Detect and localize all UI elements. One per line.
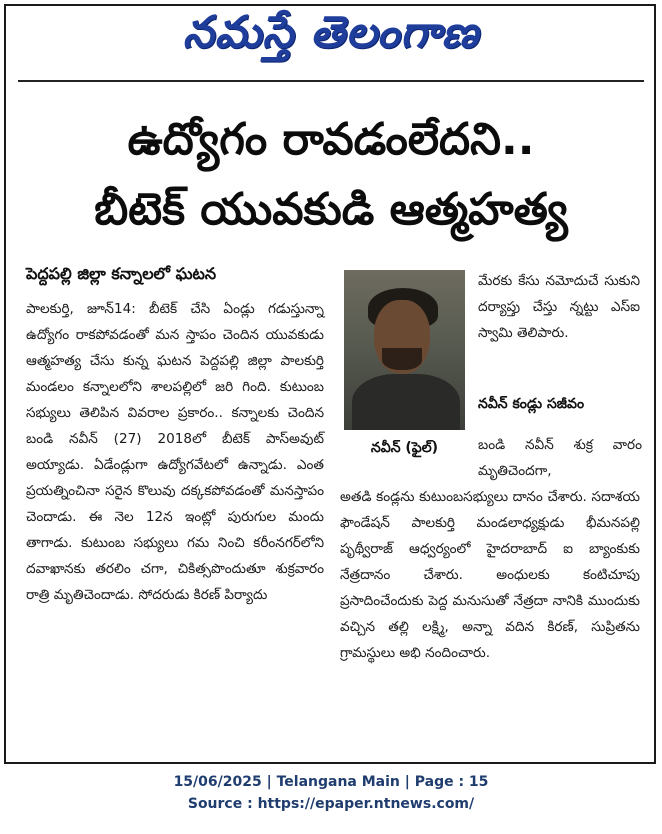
article-body-right-bottom: అతడి కండ్లను కుటుంబసభ్యులు దానం చేశారు. సదాశయ ఫౌండేషన్ పాలకుర్తి మండలాధ్యక్షుడు భీమనపల్లి పృథ్వీరాజ్ ఆధ్వర్యంలో హైదరాబాద్ ఐ బ్యాంకుకు నేత్రదానం చేశారు. అంధులకు కంటిచూపు ప్రసాదించేందుకు పెద్ద మనుసుతో నేత్రదా నానికి ముందుకు వచ్చిన తల్లి లక్ష్మి, అన్నా వదిన కిరణ్, సుప్రితను గ్రామస్థులు అభి నందించారు. [340,489,640,661]
article-right-mid [478,432,642,484]
photo-caption: నవీన్ (ఫైల్) [370,440,439,456]
article-right-bottom [340,484,640,666]
masthead-divider [18,80,644,82]
article-body-right-mid: బండి నవీన్ శుక్ర వారం మృతిచెందగా, [478,437,642,479]
footer-source: Source : https://epaper.ntnews.com/ [187,796,475,812]
headline-line-2: బీటెక్ యువకుడి ఆత్మహత్య [94,184,568,235]
masthead-title: నమస్తే తెలంగాణ [182,7,480,58]
article-left-column [26,296,324,608]
headline-line-1: ఉద్యోగం రావడంలేదని.. [127,114,535,165]
article-body-right-top: మేరకు కేసు నమోదుచే సుకుని దర్యాప్తు చేస్తు న్నట్టు ఎస్ఐ స్వామి తెలిపారు. [478,273,640,341]
article-subhead-2: నవీన్ కండ్లు సజీవం [478,396,585,412]
article-body-left: పాలకుర్తి, జూన్14: బీటెక్ చేసి ఏండ్లు గడుస్తున్నా ఉద్యోగం రాకపోవడంతో మన స్తాపం చెందిన యువకుడు ఆత్మహత్య చేసు కున్న ఘటన పెద్దపల్లి జిల్లా పాలకుర్తి మండలం కన్నాలలోని శాలపల్లిలో జరి గింది. కుటుంబ సభ్యులు తెలిపిన వివరాల ప్రకారం.. కన్నాలకు చెందిన బండి నవీన్ (27) 2018లో బీటెక్ పాస్‌అవుట్ అయ్యాడు. ఏడేండ్లుగా ఉద్యోగవేటలో ఉన్నాడు. ఎంత ప్రయత్నించినా సరైన కొలువు దక్కకపోవడంతో మనస్తాపం చెందాడు. ఈ నెల 12న ఇంట్లో పురుగుల మందు తాగాడు. కుటుంబ సభ్యులు గమ నించి కరీంనగర్‌లోని దవాఖానకు తరలిం చగా, చికిత్సపొందుతూ శుక్రవారం రాత్రి మృతిచెందాడు. సోదరుడు కిరణ్ పిర్యాదు [26,301,324,603]
article-right-top [478,268,640,346]
person-photo [344,270,465,430]
footer-date-page: 15/06/2025 | Telangana Main | Page : 15 [173,774,489,790]
masthead [0,6,662,70]
article-subhead: పెద్దపల్లి జిల్లా కన్నాలలో ఘటన [26,264,217,283]
